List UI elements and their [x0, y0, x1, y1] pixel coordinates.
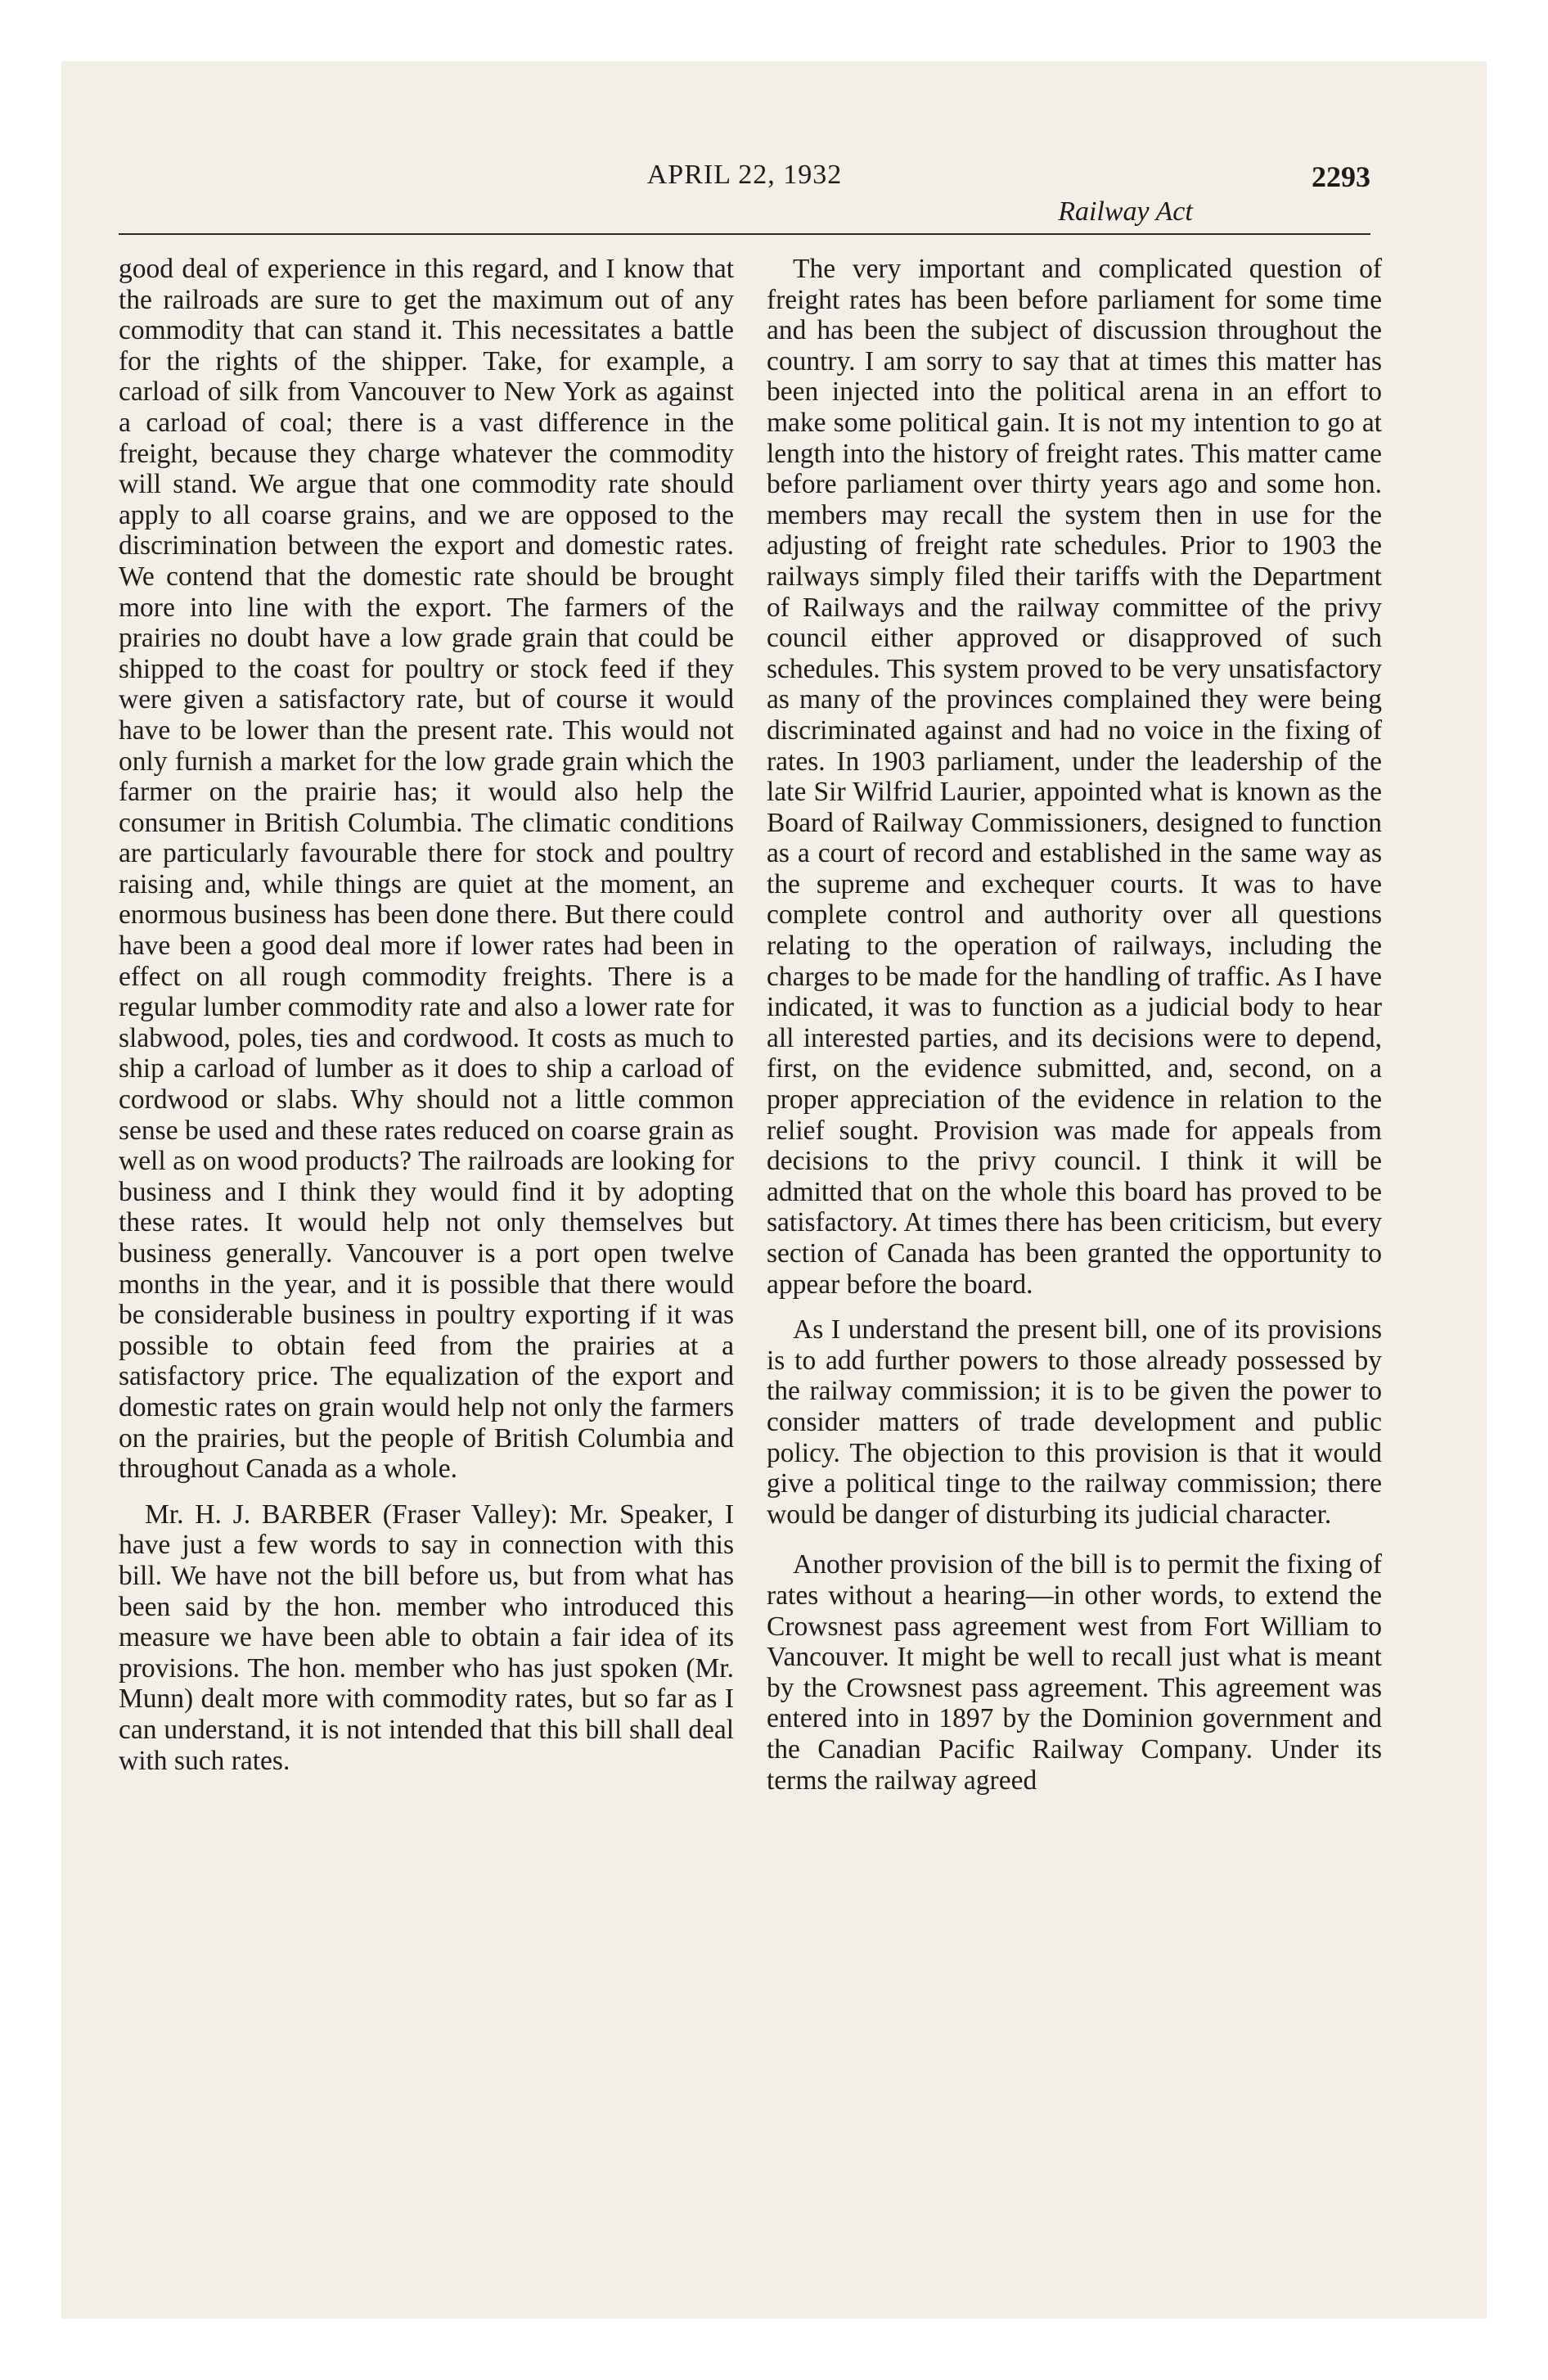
right-paragraph-1: The very important and complicated question of freight rates has been before parliament for some time and has been the subject of discussion throughout the country. I am sorry to say that at times this matter has been injected into the political arena in an effort to make some political gain. It is not my intention to go at length into the history of freight rates. This matter came before parliament over thirty years ago and some hon. members may recall the system then in use for the adjusting of freight rate schedules. Prior to 1903 the railways simply filed their tariffs with the Department of Railways and the railway committee of the privy council either approved or disapproved of such schedules. This system proved to be very unsatisfactory as many of the provinces complained they were being discriminated against and had no voice in the fixing of rates. In 1903 parliament, under the leadership of the late Sir Wilfrid Laurier, appointed what is known as the Board of Railway Commissioners, designed to function as a court of record and established in the same way as the supreme and exchequer courts. It was to have complete control and authority over all questions relating to the operation of railways, including the charges to be made for the handling of traffic. As I have indicated, it was to function as a judicial body to hear all interested parties, and its decisions were to depend, first, on the evidence submitted, and, second, on a proper appreciation of the evidence in relation to the relief sought. Provision was made for appeals from decisions to the privy council. I think it will be admitted that on the whole this board has proved to be satisfactory. At times there has been criticism, but every section of Canada has been granted the opportunity to appear before the board.: [767, 254, 1382, 1300]
page-number: 2293: [1312, 160, 1370, 193]
section-title: Railway Act: [1058, 196, 1193, 227]
right-column: [767, 254, 1382, 2169]
right-paragraph-2: As I understand the present bill, one of its provisions is to add further powers to those already possessed by the railway commission; it is to be given the power to consider matters of trade development and public policy. The objection to this provision is that it would give a political tinge to the railway commission; there would be danger of disturbing its judicial character.: [767, 1314, 1382, 1530]
left-paragraph-1: good deal of experience in this regard, and I know that the railroads are sure to get the maximum out of any commodity that can stand it. This necessitates a battle for the rights of the shipper. Take, for example, a carload of silk from Vancouver to New York as against a carload of coal; there is a vast difference in the freight, because they charge whatever the commodity will stand. We argue that one commodity rate should apply to all coarse grains, and we are opposed to the discrimination between the export and domestic rates. We contend that the domestic rate should be brought more into line with the export. The farmers of the prairies no doubt have a low grade grain that could be shipped to the coast for poultry or stock feed if they were given a satisfactory rate, but of course it would have to be lower than the present rate. This would not only furnish a market for the low grade grain which the farmer on the prairie has; it would also help the consumer in British Columbia. The climatic conditions are particularly favourable there for stock and poultry raising and, while things are quiet at the moment, an enormous business has been done there. But there could have been a good deal more if lower rates had been in effect on all rough commodity freights. There is a regular lumber commodity rate and also a lower rate for slabwood, poles, ties and cordwood. It costs as much to ship a carload of lumber as it does to ship a carload of cordwood or slabs. Why should not a little common sense be used and these rates reduced on coarse grain as well as on wood products? The railroads are looking for business and I think they would find it by adopting these rates. It would help not only themselves but business generally. Vancouver is a port open twelve months in the year, and it is possible that there would be considerable business in poultry exporting if it was possible to obtain feed from the prairies at a satisfactory price. The equalization of the export and domestic rates on grain would help not only the farmers on the prairies, but the people of British Columbia and throughout Canada as a whole.: [119, 254, 734, 1485]
right-paragraph-3: Another provision of the bill is to permit the fixing of rates without a hearing—in other words, to extend the Crowsnest pass agreement west from Fort William to Vancouver. It might be well to recall just what is meant by the Crowsnest pass agreement. This agreement was entered into in 1897 by the Dominion government and the Canadian Pacific Railway Company. Under its terms the railway agreed: [767, 1549, 1382, 1796]
left-paragraph-2: Mr. H. J. BARBER (Fraser Valley): Mr. Speaker, I have just a few words to say in connection with this bill. We have not the bill before us, but from what has been said by the hon. member who introduced this measure we have been able to obtain a fair idea of its provisions. The hon. member who has just spoken (Mr. Munn) dealt more with commodity rates, but so far as I can understand, it is not intended that this bill shall deal with such rates.: [119, 1499, 734, 1776]
left-column: [119, 254, 734, 2169]
header-date: APRIL 22, 1932: [646, 160, 843, 190]
page-header: [119, 151, 1370, 240]
header-rule: [119, 233, 1370, 235]
